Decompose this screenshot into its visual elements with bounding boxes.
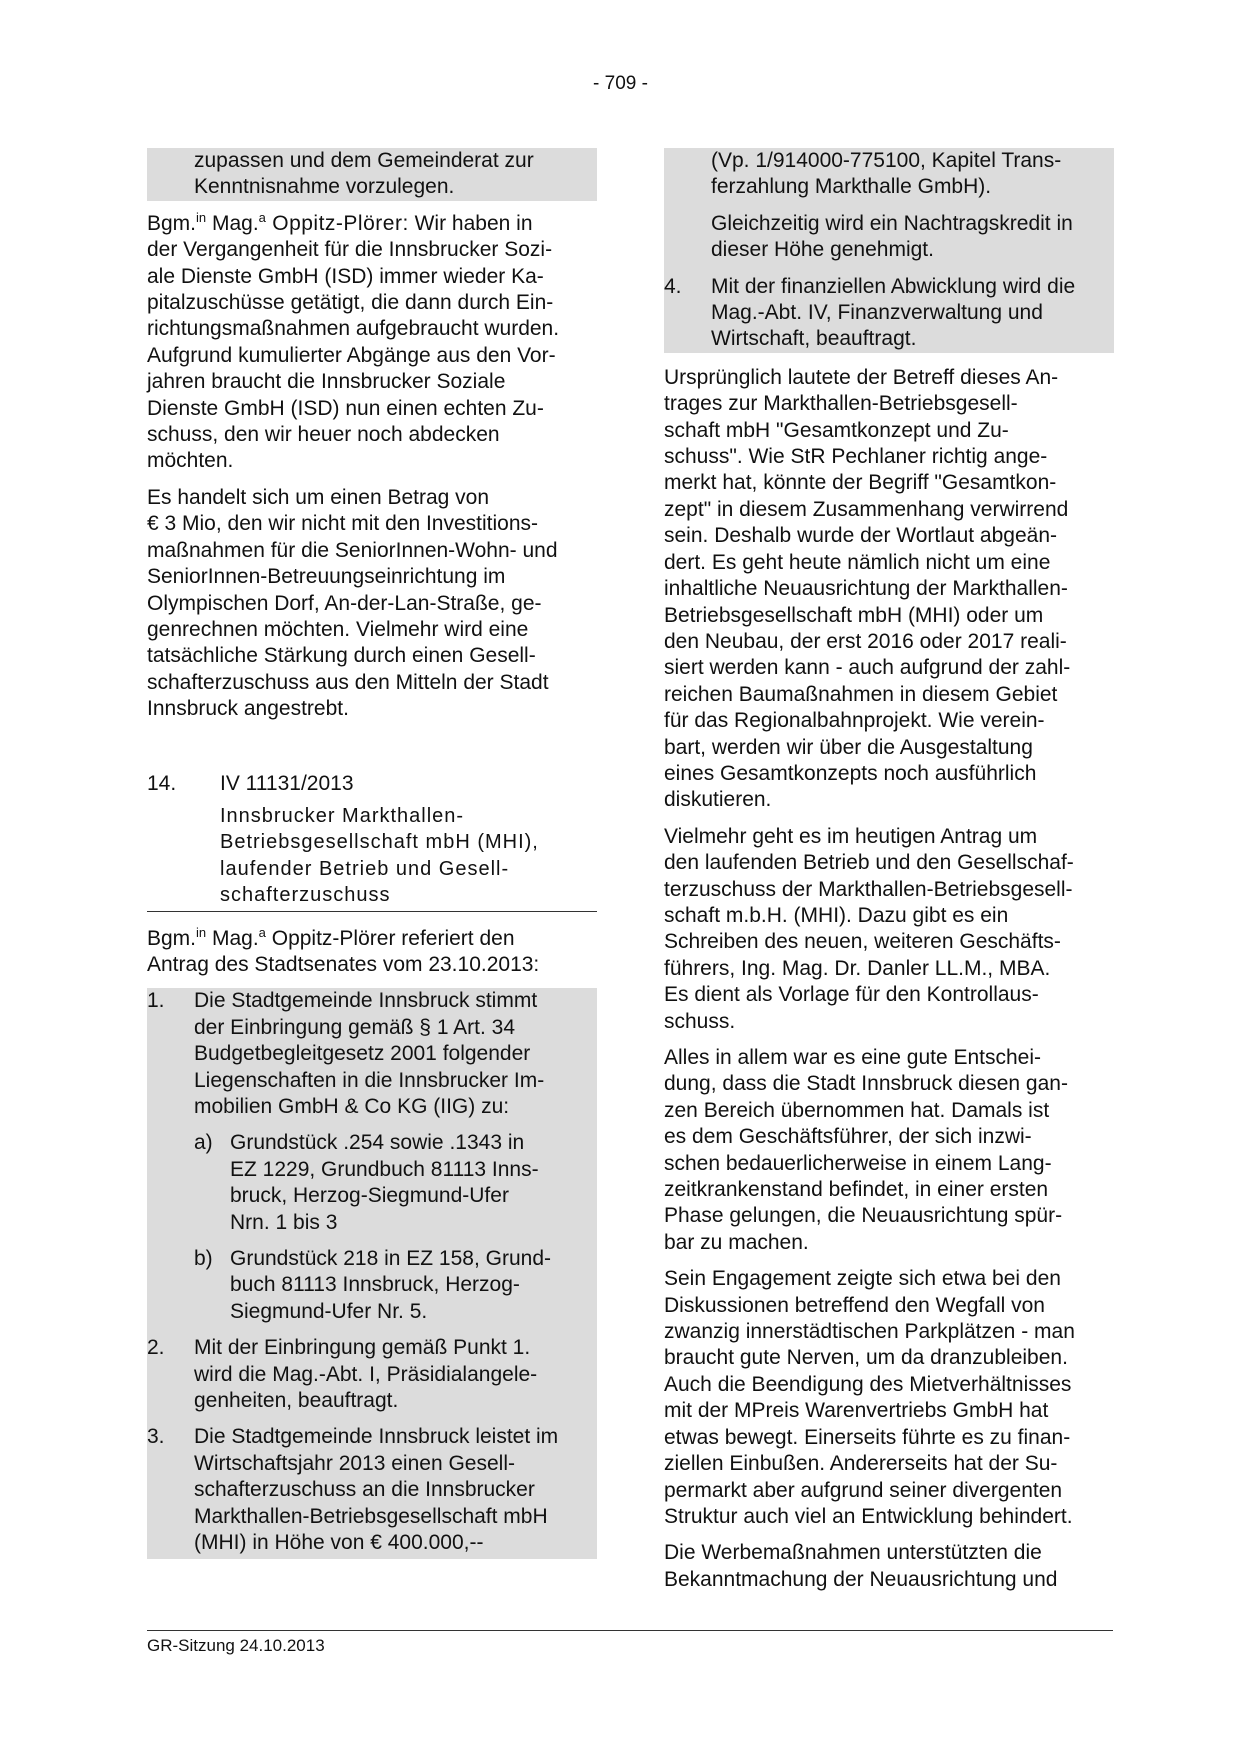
speech-text: Wir haben in der Vergangenheit für die Innsbrucker Sozi- ale Dienste GmbH (ISD) immer wieder Ka- pitalzuschüsse getätigt, die dann durch Ein- richtungsmaßnahmen aufgebraucht wurden. Aufgrund kumulierter Abgänge aus den Vor- jahren braucht die Innsbrucker Soziale Dienste GmbH (ISD) nun einen echten Zu- schuss, den wir heuer noch abdecken möchten. xyxy=(147,211,560,473)
motion-item-number: 4. xyxy=(664,274,682,298)
motion-item-number: 1. xyxy=(147,989,165,1013)
speaker-name: Oppitz-Plörer: xyxy=(265,211,409,235)
motion-item-text: Mit der Einbringung gemäß Punkt 1. wird die Mag.-Abt. I, Präsidialangele- genheiten, beauftragt. xyxy=(194,1336,538,1413)
motion-item-text: Die Stadtgemeinde Innsbruck leistet im Wirtschaftsjahr 2013 einen Gesell- schafterzuschuss an die Innsbrucker Markthallen-Betriebsgesellschaft mbH (MHI) in Höhe von € 400.000,-- xyxy=(194,1425,559,1555)
speech-paragraph: Sein Engagement zeigte sich etwa bei den Diskussionen betreffend den Wegfall von zwanzig innerstädtischen Parkplätzen - man braucht gute Nerven, um da dranzubleiben. Auch die Beendigung des Mietverhältnisses mit der MPreis Warenvertriebs GmbH hat etwas bewegt. Einerseits führte es zu finan- ziellen Einbußen. Andererseits hat der Su- permarkt aber aufgrund seiner divergenten Struktur auch viel an Entwicklung behindert. xyxy=(664,1267,1075,1528)
motion-sub-letter: b) xyxy=(194,1247,213,1271)
motion-sub-item xyxy=(194,1246,597,1325)
speaker-title-mag: Mag. xyxy=(206,926,259,950)
speaker-title: Bgm. xyxy=(147,211,197,235)
footer-session-label: GR-Sitzung 24.10.2013 xyxy=(147,1636,325,1655)
speaker-title-sup: in xyxy=(196,924,207,940)
motion-item xyxy=(664,274,1114,353)
speech-paragraph: Alles in allem war es eine gute Entschei- dung, dass die Stadt Innsbruck diesen gan- zen Bereich übernommen hat. Damals ist es dem Geschäftsführer, der sich inzwi- schen bedauerlicherweise in einem Lang- zeitkrankenstand befindet, in einer ersten Phase gelungen, die Neuausrichtung spür- bar zu machen. xyxy=(664,1046,1068,1254)
motion-sub-text: Grundstück .254 sowie .1343 in EZ 1229, Grundbuch 81113 Inns- bruck, Herzog-Siegmund-Ufer Nrn. 1 bis 3 xyxy=(230,1131,539,1234)
motion-item xyxy=(147,1335,597,1414)
speaker-title-mag: Mag. xyxy=(206,211,259,235)
speech-paragraph xyxy=(147,926,597,979)
agenda-title: Innsbrucker Markthallen- Betriebsgesellschaft mbH (MHI), laufender Betrieb und Gesell- schafterzuschuss xyxy=(220,804,539,907)
speaker-name: Oppitz-Plörer xyxy=(265,926,396,950)
agenda-item-header xyxy=(147,771,597,797)
left-column xyxy=(147,148,597,1559)
speech-text: referiert den Antrag des Stadtsenates vom 23.10.2013: xyxy=(147,926,540,976)
motion-list xyxy=(147,988,597,1558)
motion-sub-item xyxy=(194,1130,597,1236)
speech-paragraph xyxy=(147,211,597,475)
page-number: - 709 - xyxy=(593,73,648,94)
speaker-title-sup: a xyxy=(258,209,266,225)
agenda-number: 14. xyxy=(147,771,177,795)
agenda-title-block xyxy=(147,797,597,912)
speech-paragraph: Es handelt sich um einen Betrag von € 3 Mio, den wir nicht mit den Investitions- maßnahmen für die SeniorInnen-Wohn- und SeniorInnen-Betreuungseinrichtung im Olympischen Dorf, An-der-Lan-Straße, ge- genrechnen möchten. Vielmehr wird eine tatsächliche Stärkung durch einen Gesell- schafterzuschuss aus den Mitteln der Stadt Innsbruck angestrebt. xyxy=(147,485,558,721)
speech-paragraph: Ursprünglich lautete der Betreff dieses An- trages zur Markthallen-Betriebsgesell- schaft mbH "Gesamtkonzept und Zu- schuss". Wie StR Pechlaner richtig ange- merkt hat, könnte der Begriff "Gesamtkon- zept" in diesem Zusammenhang verwirrend sein. Deshalb wurde der Wortlaut abgeän- dert. Es geht heute nämlich nicht um eine inhaltliche Neuausrichtung der Markthallen- Betriebsgesellschaft mbH (MHI) oder um den Neubau, der erst 2016 oder 2017 reali- siert werden kann - auch aufgrund der zahl- reichen Baumaßnahmen in diesem Gebiet für das Regionalbahnprojekt. Wie verein- bart, werden wir über die Ausgestaltung eines Gesamtkonzepts noch ausführlich diskutieren. xyxy=(664,365,1071,812)
continued-text: (Vp. 1/914000-775100, Kapitel Trans- ferzahlung Markthalle GmbH). xyxy=(711,149,1062,199)
speaker-title-sup: in xyxy=(196,209,207,225)
motion-item-text: Mit der finanziellen Abwicklung wird die Mag.-Abt. IV, Finanzverwaltung und Wirtschaft, beauftragt. xyxy=(711,274,1076,351)
motion-list-continued xyxy=(664,148,1114,353)
motion-sub-letter: a) xyxy=(194,1131,213,1155)
speaker-title: Bgm. xyxy=(147,926,197,950)
motion-item-number: 2. xyxy=(147,1336,165,1360)
motion-item-number: 3. xyxy=(147,1425,165,1449)
continued-text: Gleichzeitig wird ein Nachtragskredit in dieser Höhe genehmigt. xyxy=(711,211,1073,262)
motion-item xyxy=(147,988,597,1120)
continued-text-block: zupassen und dem Gemeinderat zur Kenntnisnahme vorzulegen. xyxy=(147,148,597,201)
right-column xyxy=(664,148,1114,1603)
agenda-reference: IV 11131/2013 xyxy=(220,771,354,795)
speech-paragraph: Die Werbemaßnahmen unterstützten die Bekanntmachung der Neuausrichtung und xyxy=(664,1541,1058,1591)
motion-item xyxy=(147,1424,597,1556)
motion-item-text: Die Stadtgemeinde Innsbruck stimmt der Einbringung gemäß § 1 Art. 34 Budgetbegleitgesetz 2001 folgender Liegenschaften in die Innsbrucker Im- mobilien GmbH & Co KG (IIG) zu: xyxy=(194,989,545,1118)
speaker-title-sup: a xyxy=(258,924,266,940)
speech-paragraph: Vielmehr geht es im heutigen Antrag um den laufenden Betrieb und den Gesellschaf- terzuschuss der Markthallen-Betriebsgesell- schaft m.b.H. (MHI). Dazu gibt es ein Schreiben des neuen, weiteren Geschäfts- führers, Ing. Mag. Dr. Danler LL.M., MBA. Es dient als Vorlage für den Kontrollaus- schuss. xyxy=(664,824,1074,1033)
motion-sub-text: Grundstück 218 in EZ 158, Grund- buch 81113 Innsbruck, Herzog- Siegmund-Ufer Nr. 5. xyxy=(230,1247,551,1323)
footer-divider xyxy=(147,1630,1113,1631)
